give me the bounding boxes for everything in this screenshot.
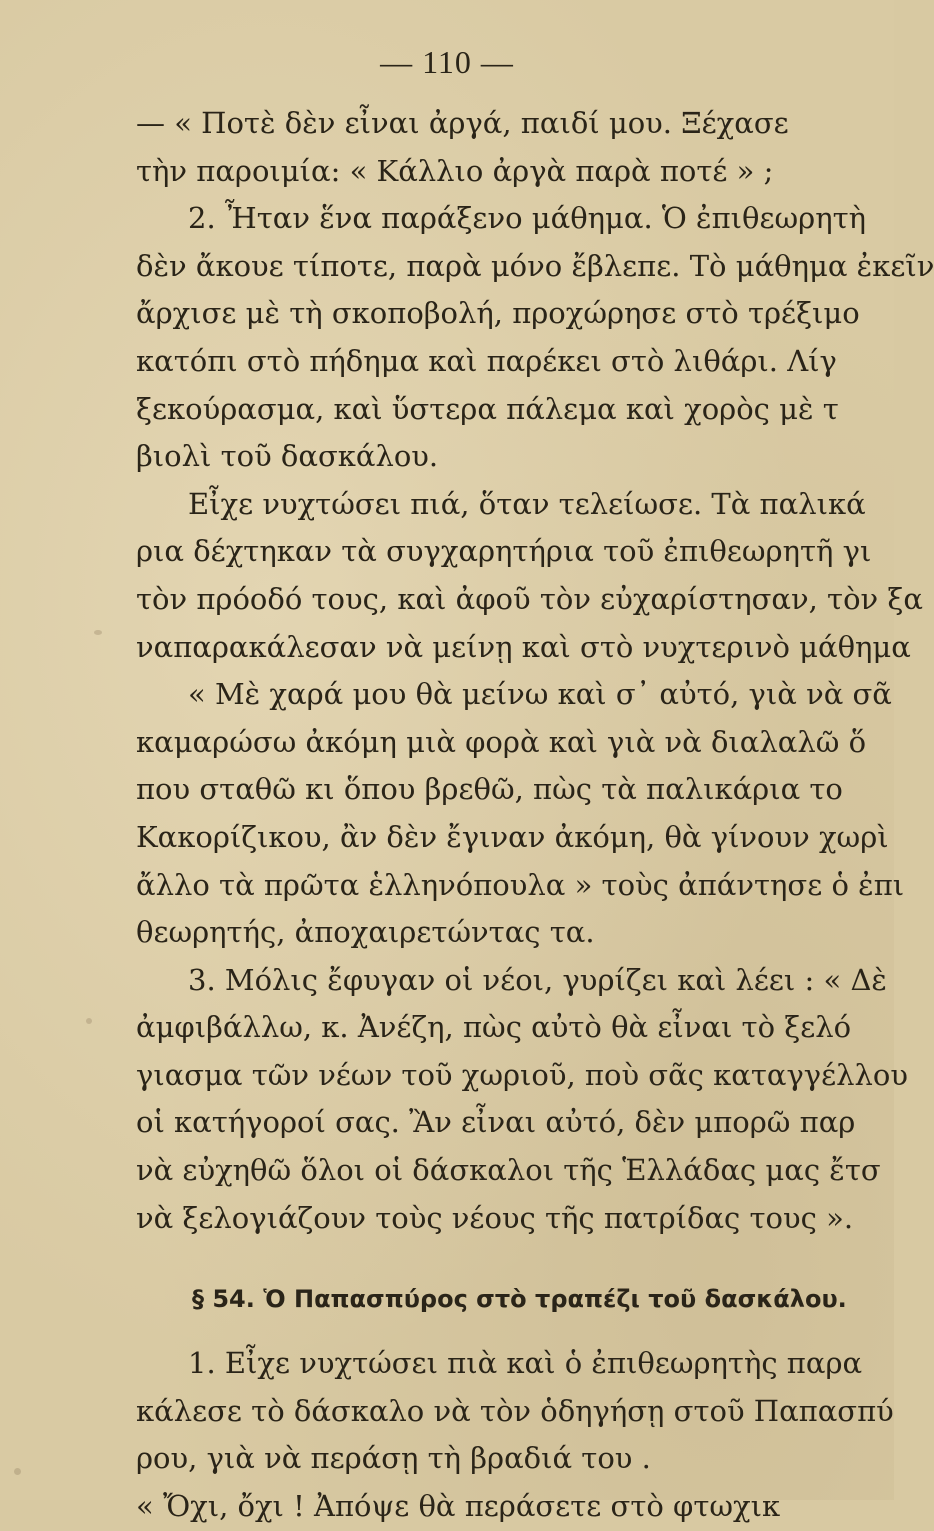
text-line: τὴν παροιμία: « Κάλλιο ἀργὰ παρὰ ποτέ » ; [136, 153, 774, 188]
text-line: — « Ποτὲ δὲν εἶναι ἀργά, παιδί μου. Ξέχασε [136, 106, 789, 140]
text-line: δὲν ἄκουε τίποτε, παρὰ μόνο ἔβλεπε. Τὸ μάθημα ἐκεῖν [136, 248, 934, 283]
section-heading: § 54. Ὁ Παπασπύρος στὸ τραπέζι τοῦ δασκάλου. [192, 1285, 847, 1314]
text-line: ἀμφιβάλλω, κ. Ἀνέζη, πὼς αὐτὸ θὰ εἶναι τὸ ξελό [136, 1010, 852, 1045]
text-line: κάλεσε τὸ δάσκαλο νὰ τὸν ὁδηγήσῃ στοῦ Παπασπύ [136, 1393, 894, 1428]
text-line: γιασμα τῶν νέων τοῦ χωριοῦ, ποὺ σᾶς καταγγέλλου [136, 1057, 909, 1092]
paper-stain [86, 1018, 92, 1024]
text-line: Εἶχε νυχτώσει πιά, ὅταν τελείωσε. Τὰ παλικά [188, 486, 866, 521]
text-line: ἄλλο τὰ πρῶτα ἑλληνόπουλα » τοὺς ἀπάντησε ὁ ἐπι [136, 867, 905, 902]
text-line: « Ὄχι, ὄχι ! Ἀπόψε θὰ περάσετε στὸ φτωχικ [136, 1489, 781, 1524]
text-line: καμαρώσω ἀκόμη μιὰ φορὰ καὶ γιὰ νὰ διαλαλῶ ὅ [136, 724, 867, 759]
text-line: Κακορίζικου, ἂν δὲν ἔγιναν ἀκόμη, θὰ γίνουν χωρὶ [136, 819, 889, 854]
text-line: ρου, γιὰ νὰ περάσῃ τὴ βραδιά του . [136, 1441, 651, 1476]
text-line: ναπαρακάλεσαν νὰ μείνῃ καὶ στὸ νυχτερινὸ μάθημα [136, 629, 911, 664]
text-line: ρια δέχτηκαν τὰ συγχαρητήρια τοῦ ἐπιθεωρητῆ γι [136, 534, 872, 569]
page-number: — 110 — [380, 44, 514, 80]
paper-stain [94, 630, 102, 635]
text-line: που σταθῶ κι ὅπου βρεθῶ, πὼς τὰ παλικάρια το [136, 772, 843, 807]
text-line: βιολὶ τοῦ δασκάλου. [136, 439, 439, 474]
paper-stain [14, 1468, 21, 1475]
text-line: ἄρχισε μὲ τὴ σκοποβολή, προχώρησε στὸ τρέξιμο [136, 296, 860, 331]
text-line: θεωρητής, ἀποχαιρετώντας τα. [136, 915, 595, 950]
text-line: κατόπι στὸ πήδημα καὶ παρέκει στὸ λιθάρι. Λίγ [136, 343, 837, 378]
text-line: νὰ εὐχηθῶ ὅλοι οἱ δάσκαλοι τῆς Ἑλλάδας μας ἔτσ [136, 1153, 881, 1188]
text-line: νὰ ξελογιάζουν τοὺς νέους τῆς πατρίδας τους ». [136, 1200, 854, 1235]
text-line: ξεκούρασμα, καὶ ὕστερα πάλεμα καὶ χορὸς μὲ τ [136, 391, 839, 426]
text-line: 1. Εἶχε νυχτώσει πιὰ καὶ ὁ ἐπιθεωρητὴς παρα [188, 1346, 863, 1381]
text-line: 2. Ἦταν ἕνα παράξενο μάθημα. Ὁ ἐπιθεωρητὴ [188, 201, 867, 236]
text-line: « Μὲ χαρά μου θὰ μείνω καὶ σ᾽ αὐτό, γιὰ νὰ σᾶ [188, 677, 892, 712]
text-line: 3. Μόλις ἔφυγαν οἱ νέοι, γυρίζει καὶ λέει : « Δὲ [188, 962, 887, 997]
body-text [136, 100, 934, 1531]
text-line: τὸν πρόοδό τους, καὶ ἀφοῦ τὸν εὐχαρίστησαν, τὸν ξα [136, 581, 923, 616]
text-line: οἱ κατήγοροί σας. Ἂν εἶναι αὐτό, δὲν μπορῶ παρ [136, 1105, 856, 1140]
